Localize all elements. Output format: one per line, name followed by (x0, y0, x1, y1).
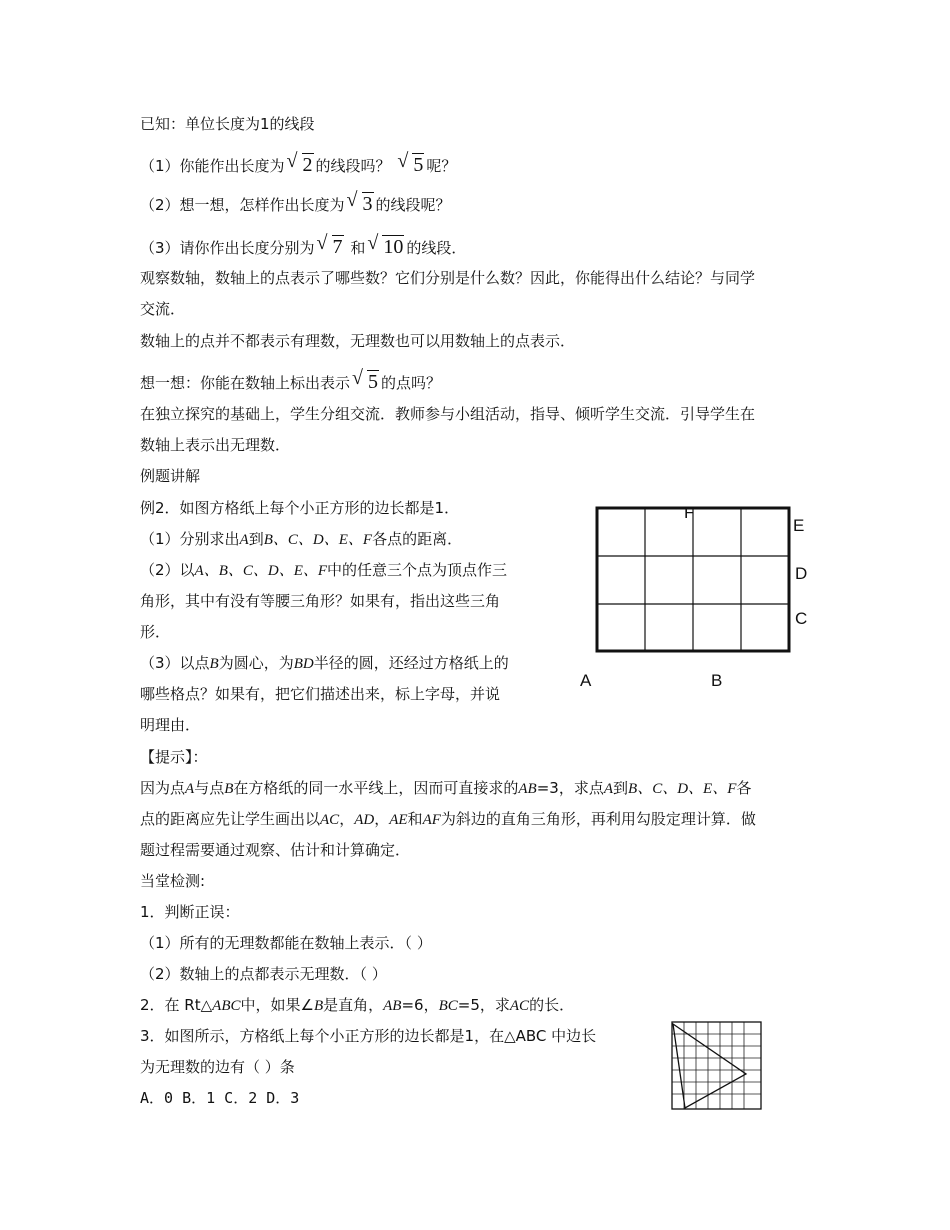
sqrt-2: √ 2 (286, 150, 313, 176)
example-title: 例2．如图方格纸上每个小正方形的边长都是1． (140, 499, 460, 517)
grid-label-c: C (795, 609, 808, 628)
check-q1-1: （1）所有的无理数都能在数轴上表示．（ ） (140, 934, 432, 952)
example-part-3-a: （3）以点B为圆心，为BD半径的圆，还经过方格纸上的 (140, 654, 509, 672)
question-3: （3）请你作出长度分别为 √ 7 和 √ 10 的线段． (140, 232, 467, 258)
grid-label-b: B (711, 671, 723, 690)
triangle-grid-figure (668, 1018, 768, 1113)
check-q1-2: （2）数轴上的点都表示无理数．（ ） (140, 965, 387, 983)
grid-label-a: A (580, 671, 592, 690)
think-line: 想一想：你能在数轴上标出表示 √ 5 的点吗？ (140, 367, 442, 393)
sqrt-10: √ 10 (367, 232, 404, 258)
example-part-1: （1）分别求出A到B、C、D、E、F各点的距离． (140, 530, 463, 548)
check-q3-line-2: 为无理数的边有（ ）条 (140, 1058, 295, 1076)
example-part-2-c: 形． (140, 623, 171, 641)
conclusion: 数轴上的点并不都表示有理数，无理数也可以用数轴上的点表示． (140, 332, 576, 350)
question-2: （2）想一想，怎样作出长度为 √ 3 的线段呢？ (140, 189, 451, 215)
sqrt-5: √ 5 (397, 150, 424, 176)
given-text: 已知：单位长度为1的线段 (140, 115, 315, 133)
sqrt-7: √ 7 (316, 232, 343, 258)
observe-line-2: 交流． (140, 300, 186, 318)
question-1: （1）你能作出长度为 √ 2 的线段吗？ √ 5 呢？ (140, 150, 457, 176)
check-q2: 2．在 Rt△ABC中，如果∠B是直角，AB=6，BC=5，求AC的长． (140, 996, 575, 1014)
observe-line-1: 观察数轴，数轴上的点表示了哪些数？它们分别是什么数？因此，你能得出什么结论？与同学 (140, 269, 756, 287)
group-line-2: 数轴上表示出无理数． (140, 436, 291, 454)
example-grid-figure (590, 500, 820, 700)
example-part-2-a: （2）以A、B、C、D、E、F中的任意三个点为顶点作三 (140, 561, 508, 579)
example-heading: 例题讲解 (140, 467, 201, 485)
group-line-1: 在独立探究的基础上，学生分组交流．教师参与小组活动，指导、倾听学生交流．引导学生在 (140, 405, 756, 423)
hint-line-1: 因为点A与点B在方格纸的同一水平线上，因而可直接求的AB=3，求点A到B、C、D、E、F各 (140, 779, 752, 797)
sqrt-3: √ 3 (346, 189, 373, 215)
example-part-3-c: 明理由． (140, 716, 201, 734)
hint-line-3: 题过程需要通过观察、估计和计算确定． (140, 841, 411, 859)
example-part-2-b: 角形，其中有没有等腰三角形？如果有，指出这些三角 (140, 592, 501, 610)
check-title: 当堂检测: (140, 872, 206, 890)
grid-label-d: D (795, 564, 808, 583)
hint-title: 【提示】： (140, 748, 208, 766)
check-q3-line-1: 3．如图所示，方格纸上每个小正方形的边长都是1，在△ABC 中边长 (140, 1027, 597, 1045)
check-q3-options: A．0 B．1 C．2 D．3 (140, 1089, 300, 1107)
example-part-3-b: 哪些格点？如果有，把它们描述出来，标上字母，并说 (140, 685, 501, 703)
hint-line-2: 点的距离应先让学生画出以AC，AD，AE和AF为斜边的直角三角形，再利用勾股定理计算．做 (140, 810, 756, 828)
sqrt-5-b: √ 5 (352, 367, 379, 393)
check-q1: 1．判断正误： (140, 903, 240, 921)
grid-label-e: E (793, 516, 805, 535)
grid-label-f: F (684, 503, 695, 522)
